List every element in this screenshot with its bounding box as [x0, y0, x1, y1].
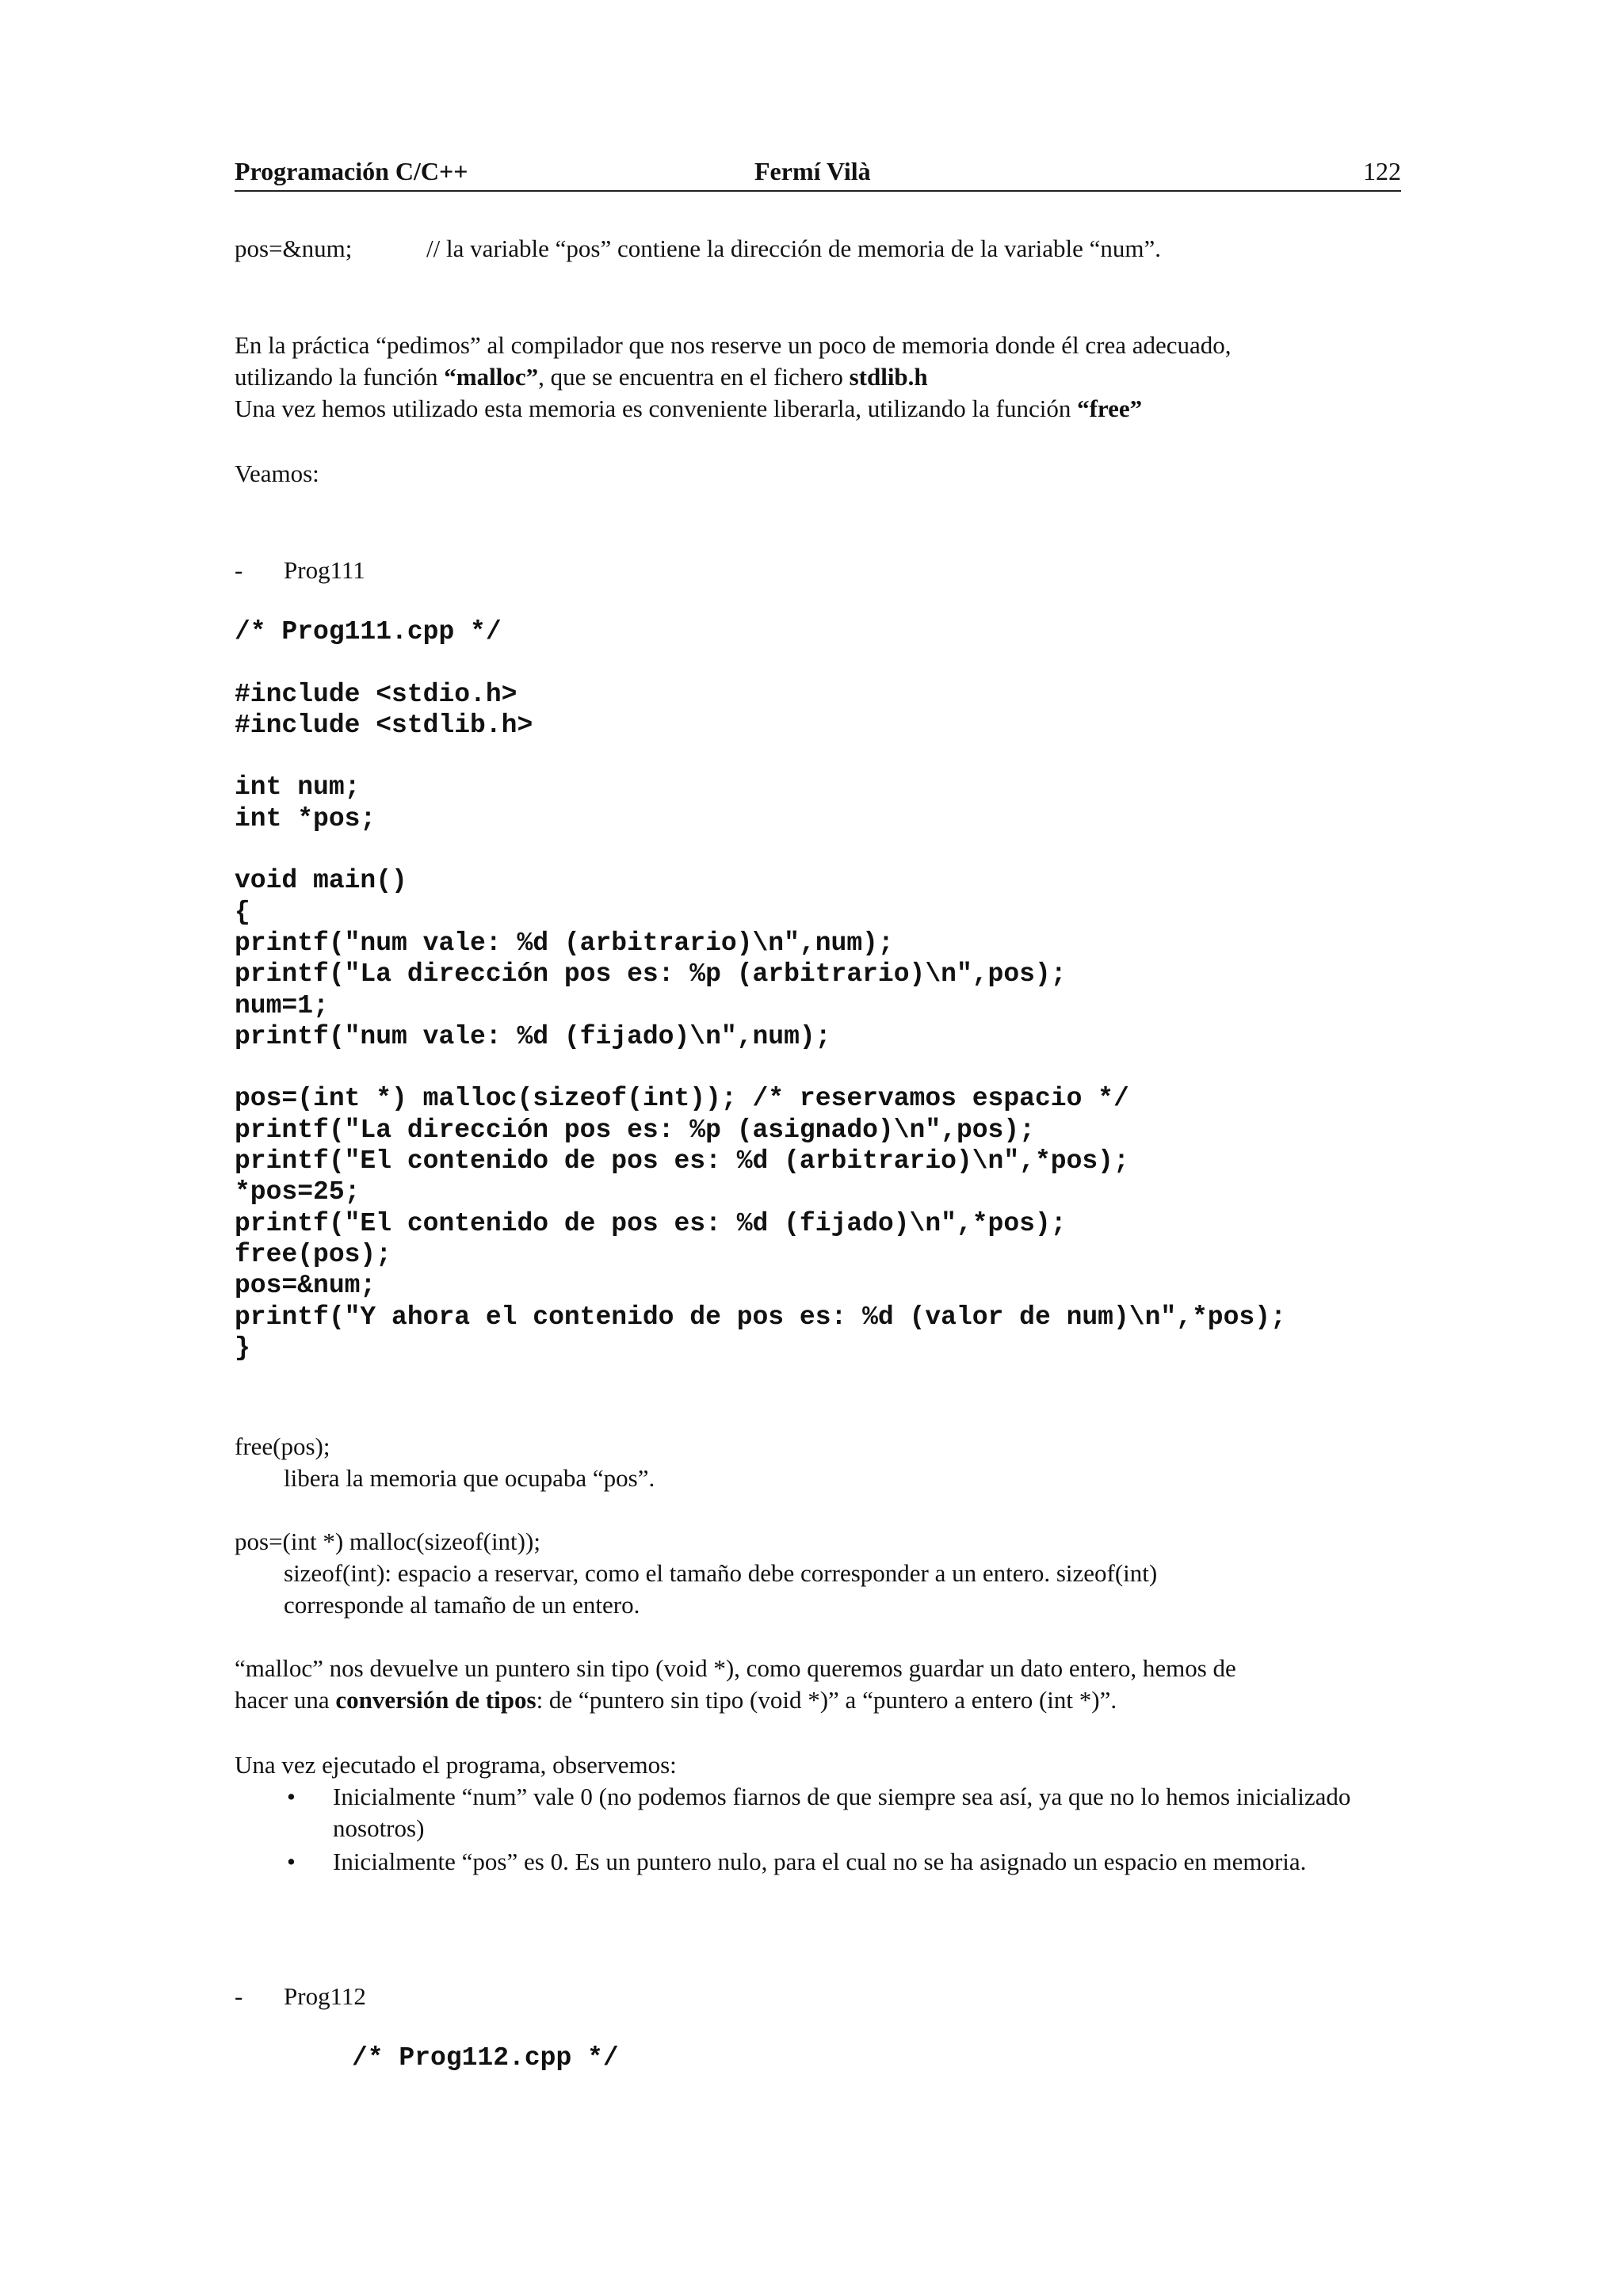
prog112-code-line: /* Prog112.cpp */: [352, 2043, 619, 2073]
code-line: printf("El contenido de pos es: %d (arbitrario)\n",*pos);: [235, 1146, 1129, 1177]
free-term: “free”: [1077, 395, 1143, 422]
free-code: free(pos);: [235, 1432, 330, 1460]
bullet-marker: •: [287, 1848, 296, 1875]
code-line: }: [235, 1333, 250, 1363]
bullet-marker: •: [287, 1783, 296, 1810]
code-line: void main(): [235, 866, 407, 896]
code-line: int *pos;: [235, 803, 376, 833]
code-line: [235, 647, 1286, 678]
code-line: /* Prog111.cpp */: [235, 617, 502, 646]
type-conversion-term: conversión de tipos: [335, 1686, 537, 1714]
page-header: [235, 155, 1401, 192]
malloc-para-line2: hacer una conversión de tipos: de “puntero sin tipo (void *)” a “puntero a entero (int *)”.: [235, 1686, 1117, 1714]
code-line: printf("num vale: %d (arbitrario)\n",num);: [235, 928, 894, 958]
malloc-para-line1: “malloc” nos devuelve un puntero sin tipo (void *), como queremos guardar un dato entero, hemos de: [235, 1654, 1236, 1682]
paragraph-malloc-intro: [235, 330, 1407, 425]
bullet-item-1: Inicialmente “num” vale 0 (no podemos fiarnos de que siempre sea así, ya que no lo hemos inicializado nosotros): [333, 1783, 1351, 1842]
para1-line1: En la práctica “pedimos” al compilador que nos reserve un poco de memoria donde él crea adecuado,: [235, 331, 1232, 359]
intro-comment: // la variable “pos” contiene la dirección de memoria de la variable “num”.: [426, 235, 1161, 262]
code-line: *pos=25;: [235, 1177, 361, 1207]
malloc-term: “malloc”: [444, 363, 539, 391]
prog112-label: Prog112: [284, 1982, 366, 2010]
sizeof-line1: sizeof(int): espacio a reservar, como el tamaño debe corresponder a un entero. sizeof(int): [284, 1559, 1158, 1587]
prog111-dash: -: [235, 556, 243, 584]
code-line: [235, 741, 1286, 772]
code-line: free(pos);: [235, 1239, 392, 1269]
para1-line2: utilizando la función “malloc”, que se encuentra en el fichero stdlib.h: [235, 363, 928, 391]
header-author: Fermí Vilà: [754, 157, 871, 185]
code-line: num=1;: [235, 990, 329, 1020]
code-line: printf("Y ahora el contenido de pos es: %d (valor de num)\n",*pos);: [235, 1302, 1286, 1332]
page-number: 122: [1363, 157, 1401, 185]
code-line: printf("num vale: %d (fijado)\n",num);: [235, 1021, 831, 1051]
free-description: libera la memoria que ocupaba “pos”.: [284, 1464, 655, 1492]
code-line: printf("La dirección pos es: %p (arbitrario)\n",pos);: [235, 959, 1067, 990]
para1-line3: Una vez hemos utilizado esta memoria es conveniente liberarla, utilizando la función “free”: [235, 395, 1143, 422]
code-line: [235, 1052, 1286, 1083]
stdlib-term: stdlib.h: [849, 363, 928, 391]
code-line: {: [235, 897, 250, 927]
code-line: printf("La dirección pos es: %p (asignado)\n",pos);: [235, 1115, 1035, 1145]
veamos-text: Veamos:: [235, 460, 319, 487]
malloc-code: pos=(int *) malloc(sizeof(int));: [235, 1527, 540, 1555]
observe-text: Una vez ejecutado el programa, observemos:: [235, 1751, 677, 1779]
code-line: #include <stdlib.h>: [235, 710, 533, 740]
code-line: #include <stdio.h>: [235, 679, 517, 709]
intro-code: pos=&num;: [235, 235, 353, 262]
sizeof-line2: corresponde al tamaño de un entero.: [284, 1591, 640, 1619]
code-line: int num;: [235, 772, 361, 803]
code-line: pos=(int *) malloc(sizeof(int)); /* reservamos espacio */: [235, 1084, 1129, 1114]
code-line: [235, 834, 1286, 865]
prog111-code-block: [235, 616, 1286, 1363]
bullet-item-2: Inicialmente “pos” es 0. Es un puntero nulo, para el cual no se ha asignado un espacio en memoria.: [333, 1848, 1307, 1875]
prog112-dash: -: [235, 1982, 243, 2010]
code-line: pos=&num;: [235, 1271, 376, 1301]
code-line: printf("El contenido de pos es: %d (fijado)\n",*pos);: [235, 1208, 1067, 1238]
header-title: Programación C/C++: [235, 157, 468, 185]
prog111-label: Prog111: [284, 556, 365, 584]
